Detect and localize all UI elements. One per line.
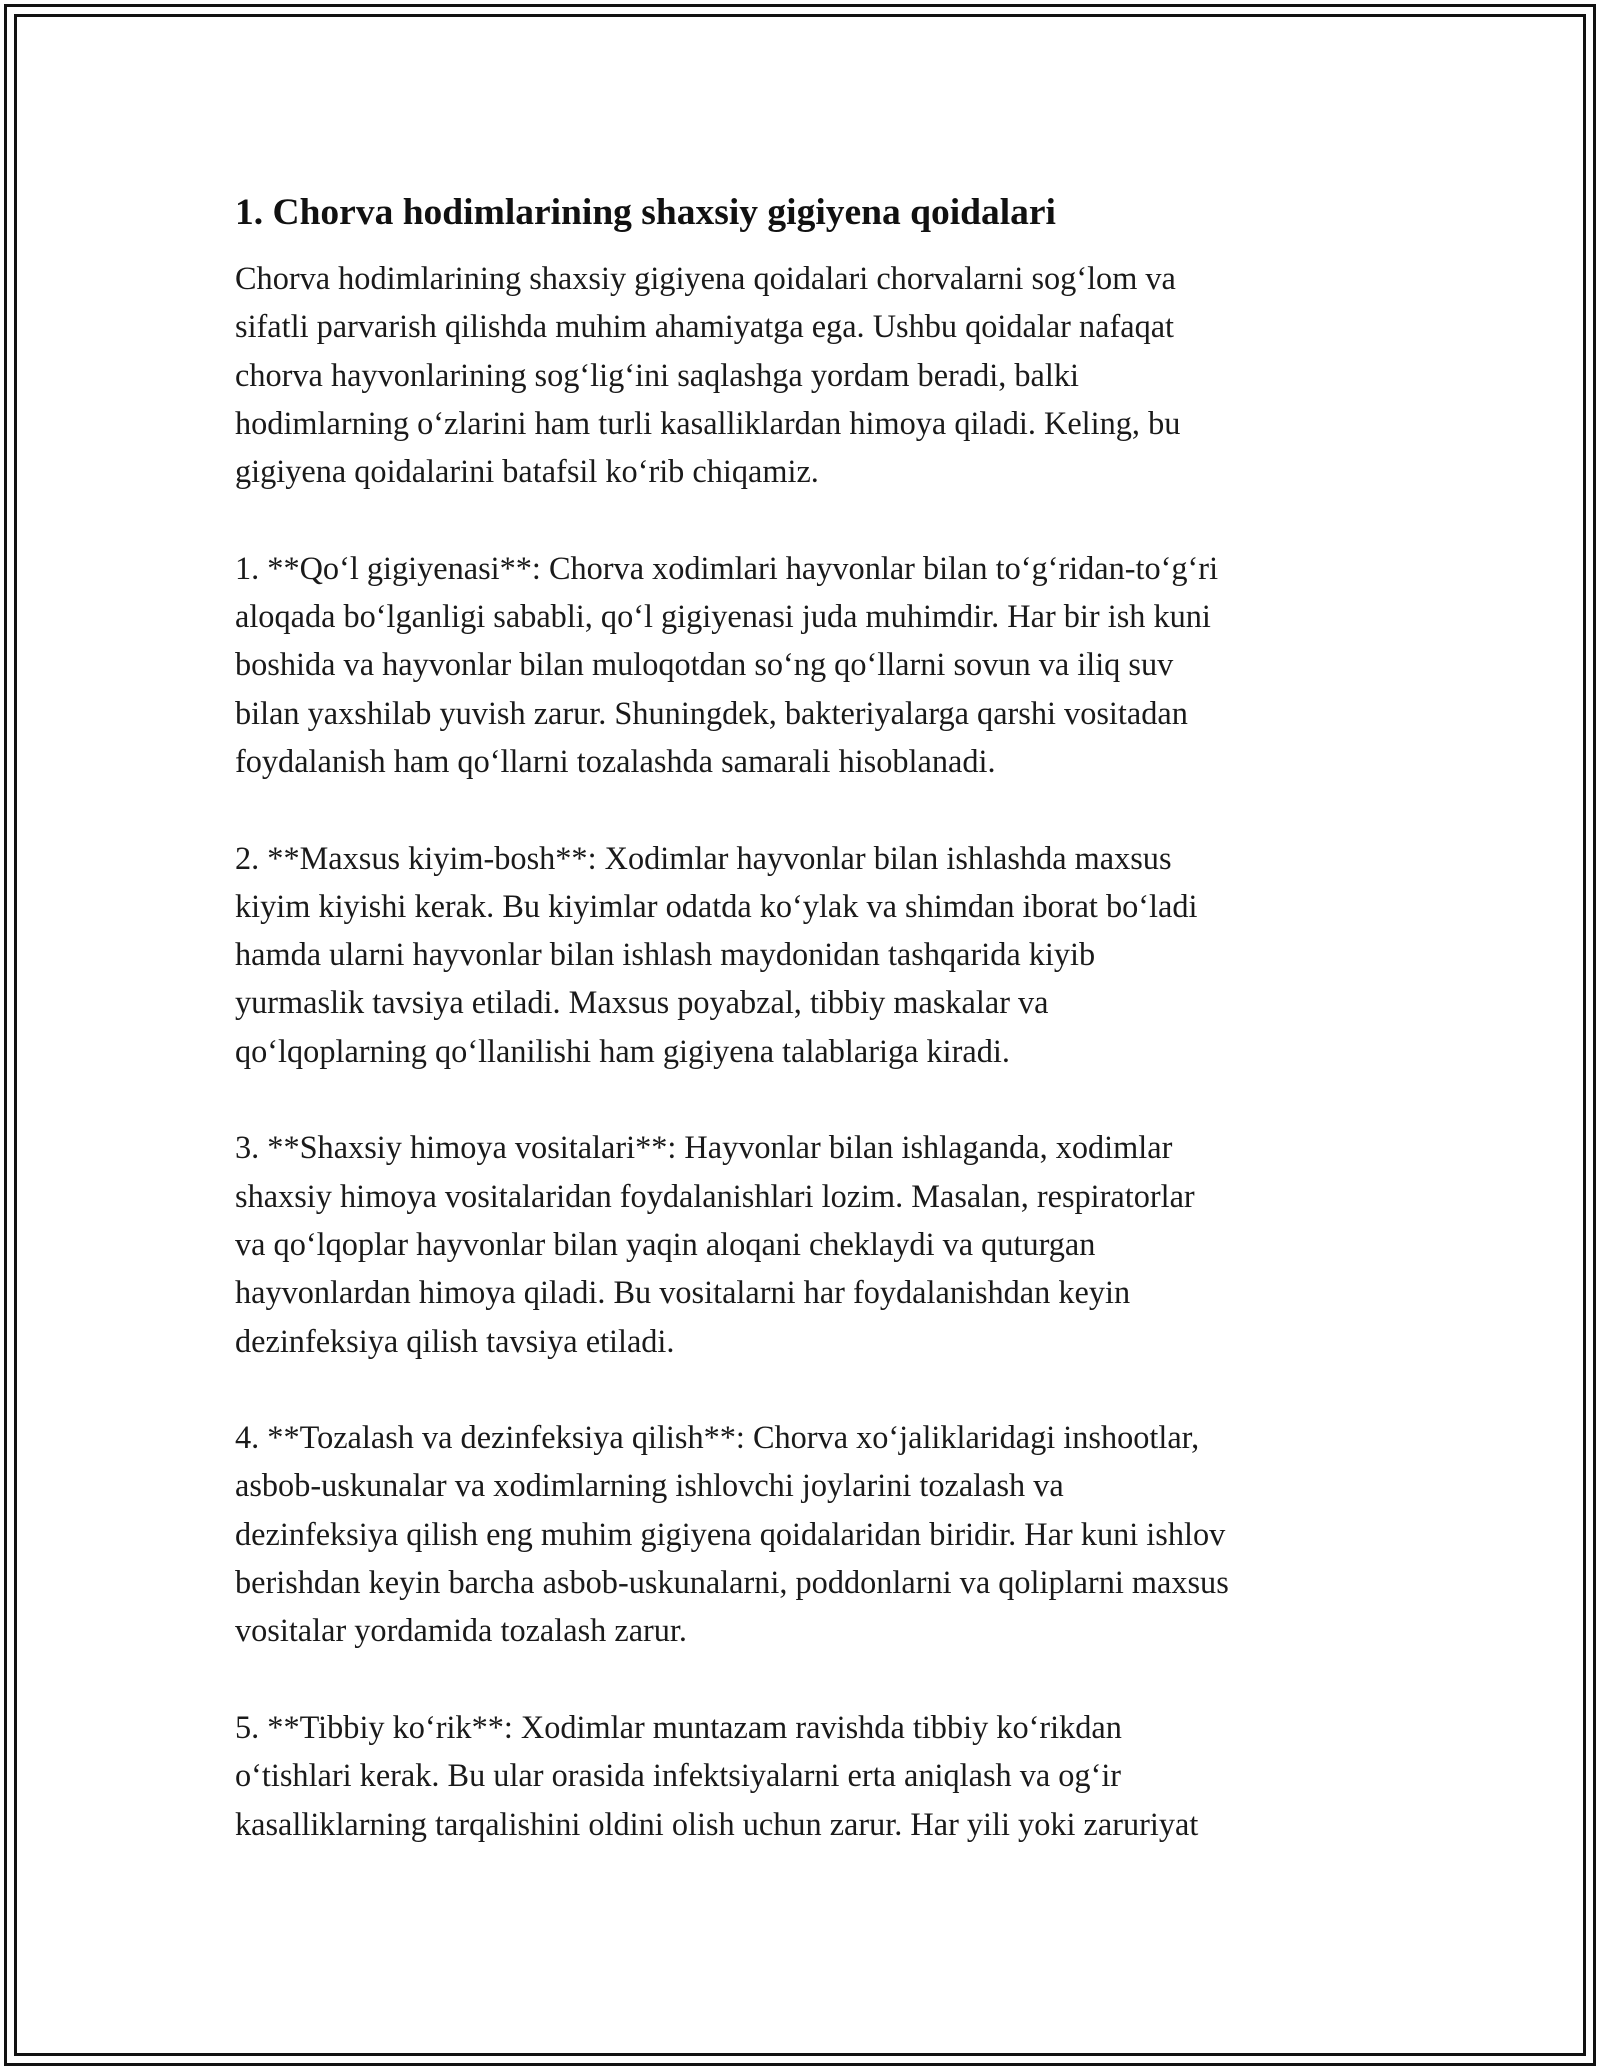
special-clothing-paragraph — [235, 834, 1375, 1075]
text-line: shaxsiy himoya vositalaridan foydalanishlari lozim. Masalan, respiratorlar — [235, 1177, 1195, 1214]
text-line: gigiyena qoidalarini batafsil ko‘rib chiqamiz. — [235, 453, 819, 490]
text-line: o‘tishlari kerak. Bu ular orasida infektsiyalarni erta aniqlash va og‘ir — [235, 1757, 1122, 1794]
text-line: kiyim kiyishi kerak. Bu kiyimlar odatda ko‘ylak va shimdan iborat bo‘ladi — [235, 887, 1198, 924]
text-line: 3. **Shaxsiy himoya vositalari**: Hayvonlar bilan ishlaganda, xodimlar — [235, 1129, 1173, 1166]
text-line: kasalliklarning tarqalishini oldini olish uchun zarur. Har yili yoki zaruriyat — [235, 1805, 1199, 1842]
text-line: Chorva hodimlarining shaxsiy gigiyena qoidalari chorvalarni sog‘lom va — [235, 260, 1176, 296]
text-line: berishdan keyin barcha asbob-uskunalarni, poddonlarni va qoliplarni maxsus — [235, 1564, 1229, 1601]
medical-checkup-paragraph — [235, 1703, 1375, 1848]
intro-paragraph — [235, 254, 1375, 495]
text-line: qo‘lqoplarning qo‘llanilishi ham gigiyena talablariga kiradi. — [235, 1032, 1010, 1069]
text-line: vositalar yordamida tozalash zarur. — [235, 1612, 687, 1649]
text-line: foydalanish ham qo‘llarni tozalashda samarali hisoblanadi. — [235, 742, 996, 779]
protective-equipment-paragraph — [235, 1123, 1375, 1364]
text-line: asbob-uskunalar va xodimlarning ishlovchi joylarini tozalash va — [235, 1467, 1064, 1504]
text-line: 2. **Maxsus kiyim-bosh**: Xodimlar hayvonlar bilan ishlashda maxsus — [235, 839, 1172, 876]
document-body — [235, 186, 1375, 1896]
text-line: boshida va hayvonlar bilan muloqotdan so‘ng qo‘llarni sovun va iliq suv — [235, 646, 1174, 683]
text-line: sifatli parvarish qilishda muhim ahamiyatga ega. Ushbu qoidalar nafaqat — [235, 308, 1175, 345]
text-line: hayvonlardan himoya qiladi. Bu vositalarni har foydalanishdan keyin — [235, 1274, 1131, 1311]
text-line: bilan yaxshilab yuvish zarur. Shuningdek, bakteriyalarga qarshi vositadan — [235, 694, 1188, 731]
text-line: yurmaslik tavsiya etiladi. Maxsus poyabzal, tibbiy maskalar va — [235, 984, 1049, 1021]
text-line: chorva hayvonlarining sog‘lig‘ini saqlashga yordam beradi, balki — [235, 356, 1079, 393]
text-line: 5. **Tibbiy ko‘rik**: Xodimlar muntazam ravishda tibbiy ko‘rikdan — [235, 1708, 1122, 1745]
text-line: 4. **Tozalash va dezinfeksiya qilish**: Chorva xo‘jaliklaridagi inshootlar, — [235, 1419, 1200, 1456]
hand-hygiene-paragraph — [235, 544, 1375, 785]
text-line: 1. **Qo‘l gigiyenasi**: Chorva xodimlari hayvonlar bilan to‘g‘ridan-to‘g‘ri — [235, 549, 1219, 586]
text-line: dezinfeksiya qilish eng muhim gigiyena qoidalaridan biridir. Har kuni ishlov — [235, 1515, 1226, 1552]
text-line: dezinfeksiya qilish tavsiya etiladi. — [235, 1322, 675, 1359]
cleaning-disinfection-paragraph — [235, 1413, 1375, 1654]
document-heading: 1. Chorva hodimlarining shaxsiy gigiyena qoidalari — [235, 192, 1056, 233]
text-line: hamda ularni hayvonlar bilan ishlash maydonidan tashqarida kiyib — [235, 936, 1096, 973]
text-line: hodimlarning o‘zlarini ham turli kasalliklardan himoya qiladi. Keling, bu — [235, 404, 1181, 441]
text-line: aloqada bo‘lganligi sababli, qo‘l gigiyenasi juda muhimdir. Har bir ish kuni — [235, 598, 1211, 635]
text-line: va qo‘lqoplar hayvonlar bilan yaqin aloqani cheklaydi va quturgan — [235, 1225, 1096, 1262]
